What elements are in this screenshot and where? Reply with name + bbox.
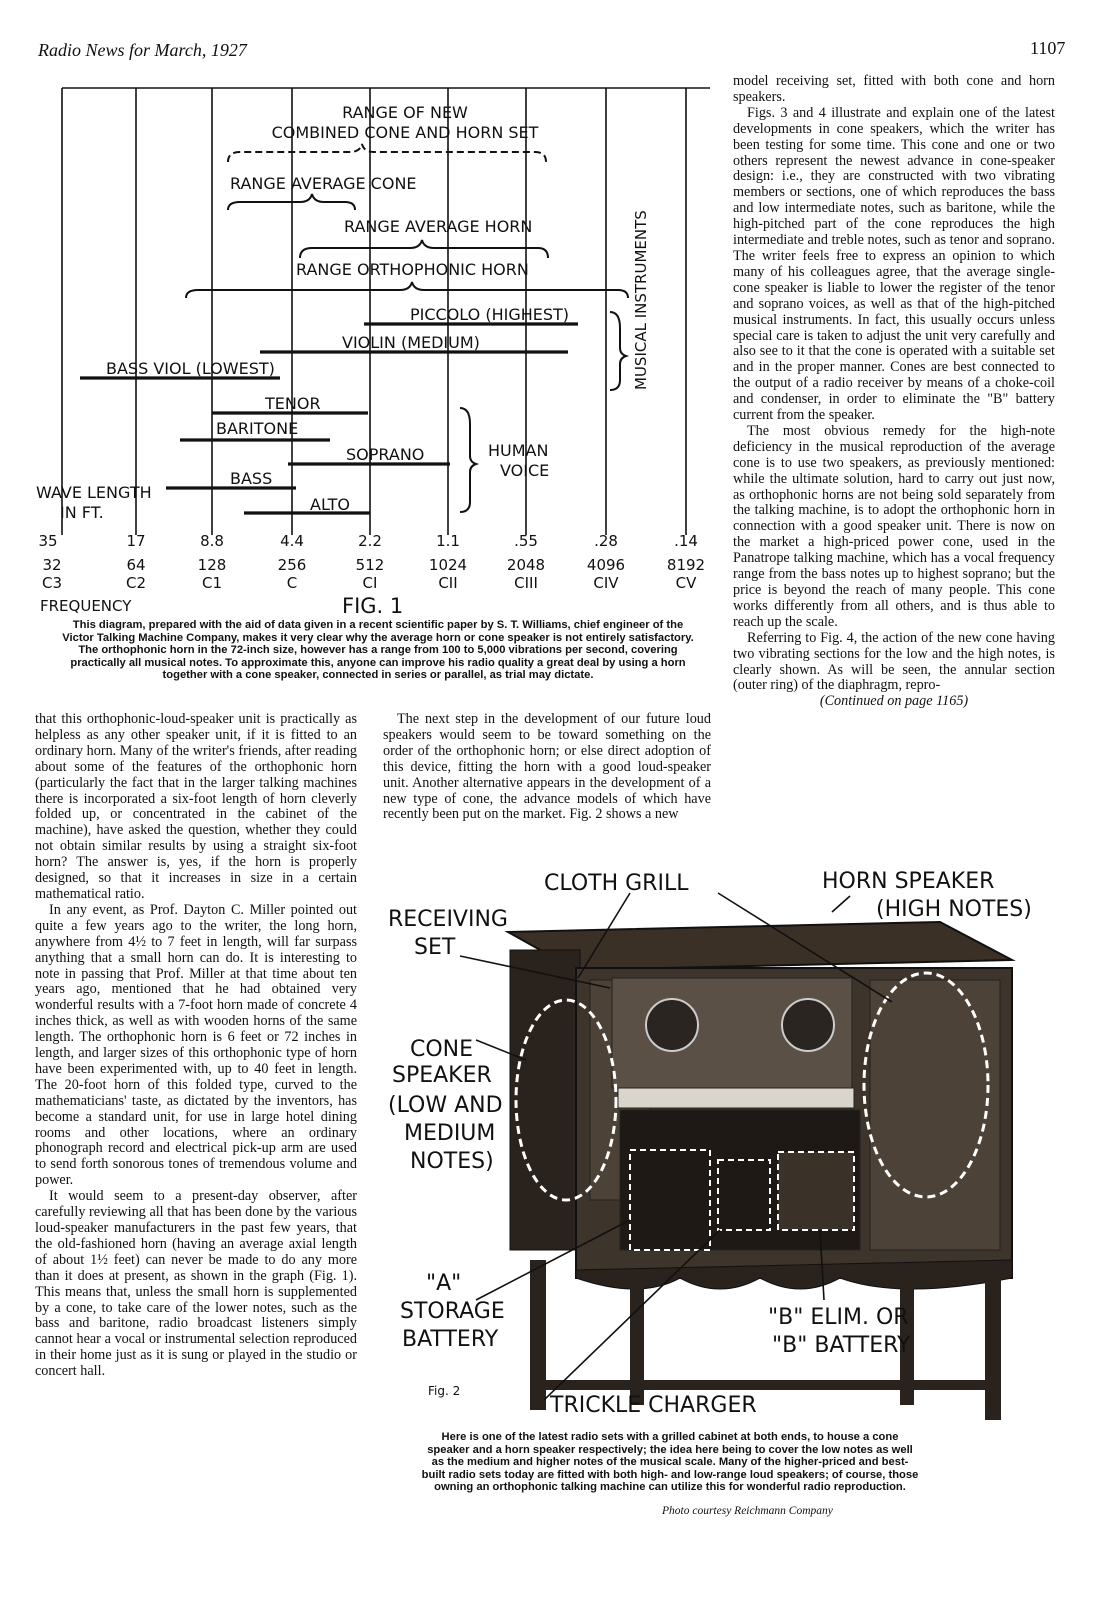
paragraph: In any event, as Prof. Dayton C. Miller pointed out quite a few years ago to the writer, the long horn, anywhere from 4½ to 7 feet in length, will far surpass anything that a small horn can do. It is interesting to note in passing that Prof. Miller at that time about ten years ago, mentioned that he had obtained very wonderful results with a 7-foot horn made of concrete 4 inches thick, as well as with wooden horns of the same length. The orthophonic horn is 6 feet or 72 inches in length, and larger sizes of this orthophonic type of horn have been experimented with, up to 40 feet in length. The 20-foot horn of this folded type, curved to the mathematicians' taste, as dictated by the inventors, has become a standard unit, for use in large hotel dining rooms and other locations, where an ordinary phonograph record and electrical pick-up arm are used to send forth sonorous tones of tremendous volume and power.	[35, 901, 357, 1189]
range-new-line2: COMBINED CONE AND HORN SET	[271, 123, 539, 142]
frequency-tick: 4096	[586, 556, 626, 574]
frequency-tick: 8192	[666, 556, 706, 574]
a-battery-label-2: STORAGE	[400, 1299, 505, 1324]
figure-2-label: Fig. 2	[428, 1384, 461, 1398]
baritone-label: BARITONE	[216, 419, 299, 438]
figure-1-label: FIG. 1	[342, 594, 404, 618]
soprano-label: SOPRANO	[346, 445, 425, 464]
human-voice-label-2: VOICE	[500, 461, 550, 480]
wavelength-tick: 35	[38, 532, 58, 550]
range-horn-label: RANGE AVERAGE HORN	[344, 217, 533, 236]
b-battery-label-1: "B" ELIM. OR	[768, 1305, 909, 1330]
frequency-tick: 128	[197, 556, 227, 574]
alto-label: ALTO	[310, 495, 351, 514]
combined-range-bracket	[228, 144, 546, 162]
range-cone-label: RANGE AVERAGE CONE	[230, 174, 417, 193]
figure-1-range-chart	[30, 80, 720, 620]
cone-speaker-label-4: MEDIUM	[404, 1121, 496, 1146]
stretcher	[546, 1380, 986, 1390]
paragraph: The next step in the development of our future loud speakers would seem to be toward something on the order of the orthophonic horn; or else direct adoption of this device, fitting the horn with a good loud-speaker unit. Another alternative appears in the development of a new type of cone, the advance models of which have recently been put on the market. Fig. 2 shows a new	[383, 711, 711, 823]
paragraph: The most obvious remedy for the high-note deficiency in the musical reproduction of the average cone is to use two speakers, as previously mentioned: while the ultimate solution, hard to carry out just now, as orthophonic horns are not being sold separately from the talking machine, is to adopt the orthophonic horn in connection with a good speaker unit. There is now on the market a high-priced power cone, used in the Panatrope talking machine, which has a vocal frequency range from the bass notes up to highest soprano; but the price is beyond the reach of many people. This cone works differently from all others, and is thus able to reach up the scale.	[733, 422, 1055, 630]
leg	[530, 1260, 546, 1410]
wavelength-tick: 8.8	[200, 532, 224, 550]
continued-note: (Continued on page 1165)	[819, 693, 969, 710]
note-tick: C1	[201, 574, 223, 592]
wavelength-tick: .55	[514, 532, 538, 550]
photo-credit: Photo courtesy Reichmann Company	[662, 1505, 833, 1517]
frequency-tick: 2048	[506, 556, 546, 574]
musical-instruments-label: MUSICAL INSTRUMENTS	[632, 210, 650, 390]
drop-shelf	[618, 1088, 854, 1108]
horn-range-bracket	[300, 240, 548, 258]
figure-1-caption: This diagram, prepared with the aid of data given in a recent scientific paper by S. T. Williams, chief engineer of the Victor Talking Machine Company, makes it very clear why the average horn or cone speaker is not entirely satisfactory. The orthophonic horn in the 72-inch size, however has a range from 100 to 5,000 vibrations per second, covering practically all musical notes. To approximate this, anyone can improve his radio quality a great deal by using a horn together with a cone speaker, connected in series or parallel, as trial may dictate.	[62, 619, 694, 682]
tuning-dial-right	[782, 999, 834, 1051]
wave-length-label: WAVE LENGTH	[36, 483, 152, 502]
cone-speaker-label-5: NOTES)	[410, 1149, 494, 1174]
wavelength-tick: .14	[674, 532, 698, 550]
receiving-set-label-2: SET	[414, 935, 456, 960]
instruments-bracket	[610, 312, 626, 390]
note-tick: C	[286, 574, 298, 592]
paragraph: model receiving set, fitted with both cone and horn speakers.	[733, 73, 1055, 105]
horn-speaker-label-1: HORN SPEAKER	[822, 869, 995, 894]
receiving-set-label-1: RECEIVING	[388, 907, 508, 932]
violin-label: VIOLIN (MEDIUM)	[342, 333, 480, 352]
bass-label: BASS	[230, 469, 273, 488]
horn-speaker-pointer	[832, 896, 850, 912]
figure-2-radio-cabinet	[380, 860, 1080, 1425]
frequency-tick: 1024	[428, 556, 468, 574]
note-tick: CI	[362, 574, 378, 592]
frequency-tick: 512	[355, 556, 385, 574]
a-battery-label-3: BATTERY	[402, 1327, 499, 1352]
cabinet-top	[508, 922, 1012, 970]
frequency-tick: 64	[126, 556, 146, 574]
left-side-panel	[510, 950, 580, 1250]
note-tick: C2	[125, 574, 147, 592]
wavelength-tick: .28	[594, 532, 618, 550]
journal-header: Radio News for March, 1927	[38, 40, 247, 60]
page-number: 1107	[1030, 38, 1066, 58]
range-ortho-label: RANGE ORTHOPHONIC HORN	[296, 260, 529, 279]
paragraph: Referring to Fig. 4, the action of the new cone having two vibrating sections for the low and the high notes, is clearly shown. As will be seen, the annular section (outer ring) of the diaphragm, repro-	[733, 629, 1055, 694]
cloth-grill-label: CLOTH GRILL	[544, 871, 689, 896]
ortho-range-bracket	[186, 282, 628, 298]
right-grill	[870, 980, 1000, 1250]
range-new-line1: RANGE OF NEW	[342, 103, 468, 122]
voice-bracket	[460, 408, 476, 512]
wavelength-tick: 2.2	[358, 532, 382, 550]
frequency-tick: 32	[42, 556, 62, 574]
cone-speaker-label-2: SPEAKER	[392, 1063, 492, 1088]
note-tick: CII	[438, 574, 458, 592]
note-tick: CV	[675, 574, 697, 592]
b-battery-label-2: "B" BATTERY	[772, 1333, 911, 1358]
note-tick: C3	[41, 574, 63, 592]
paragraph: Figs. 3 and 4 illustrate and explain one of the latest developments in cone speakers, which the writer has been testing for some time. This cone and one or two others represent the newest advance in cone-speaker design: i.e., they are constructed with two vibrating members or sections, one of which reproduces the bass and low intermediate notes, such as baritone, while the high-pitched part of the cone reproduces the high intermediate and treble notes, such as tenor and soprano. The writer feels free to express an opinion to which many of his colleagues agree, that the average single-cone speaker is liable to lower the register of the tenor and soprano voices, as well as that of the high-pitched musical instruments. In fact, this usually occurs unless special care is taken to adjust the unit very carefully and also see to it that the cone is operated with a suitable set and in the proper manner. Cones are best connected to the output of a radio receiver by means of a choke-coil and condenser, in order to eliminate the "B" battery current from the speaker.	[733, 104, 1055, 424]
right-column-text	[733, 74, 1055, 710]
middle-column-text	[383, 712, 711, 823]
cabinet-drawing	[508, 922, 1012, 1420]
note-tick: CIV	[593, 574, 619, 592]
paragraph: that this orthophonic-loud-speaker unit is practically as helpless as any other speaker unit, if it is fitted to an ordinary horn. Many of the writer's friends, after reading about some of the features of the orthophonic horn (particularly the fact that in the larger talking machines there is incorporated a six-foot length of horn cleverly folded up, or concentrated in the cabinet of the machine), have asked the question, whether they could not obtain similar results by using a straight six-foot horn? The answer is, yes, if the horn is properly designed, so that it increases in size in a certain mathematical ratio.	[35, 711, 357, 902]
paragraph: It would seem to a present-day observer, after carefully reviewing all that has been done by the various loud-speaker manufacturers in the past few years, that the old-fashioned horn (having an average axial length of about 1½ feet) can never be made to do any more than it does at present, as shown in the graph (Fig. 1). This means that, unless the small horn is supplemented by a cone, to take care of the lower notes, such as the bass and baritone, radio broadcast listeners simply cannot hear a vocal or instrumental selection reproduced in their home just as it is sung or played in the studio or concert hall.	[35, 1188, 357, 1380]
note-tick: CIII	[514, 574, 538, 592]
frequency-label: FREQUENCY	[40, 597, 132, 615]
frequency-tick: 256	[277, 556, 307, 574]
wavelength-tick: 17	[126, 532, 146, 550]
tuning-dial-left	[646, 999, 698, 1051]
in-ft-label: IN FT.	[60, 503, 104, 522]
piccolo-label: PICCOLO (HIGHEST)	[410, 305, 570, 324]
figure-2-caption: Here is one of the latest radio sets with a grilled cabinet at both ends, to house a cone speaker and a horn speaker respectively; the idea here being to cover the low notes as well as the medium and higher notes of the musical scale. Many of the higher-priced and best-built radio sets today are fitted with both high- and low-range loud speakers; of course, those owning an orthophonic talking machine can utilize this for wonderful radio reproduction.	[421, 1431, 919, 1494]
wavelength-tick: 4.4	[280, 532, 304, 550]
horn-speaker-label-2: (HIGH NOTES)	[876, 897, 1032, 922]
cone-speaker-label-1: CONE	[410, 1037, 474, 1062]
b-eliminator-box	[778, 1152, 854, 1230]
left-column-text	[35, 712, 357, 1380]
tenor-label: TENOR	[265, 394, 321, 413]
human-voice-label-1: HUMAN	[488, 441, 549, 460]
leg	[985, 1270, 1001, 1420]
cone-speaker-label-3: (LOW AND	[388, 1093, 503, 1118]
trickle-charger-label: TRICKLE CHARGER	[550, 1393, 757, 1418]
a-battery-label-1: "A"	[426, 1271, 462, 1296]
wavelength-tick: 1.1	[436, 532, 460, 550]
bass-viol-label: BASS VIOL (LOWEST)	[106, 359, 275, 378]
